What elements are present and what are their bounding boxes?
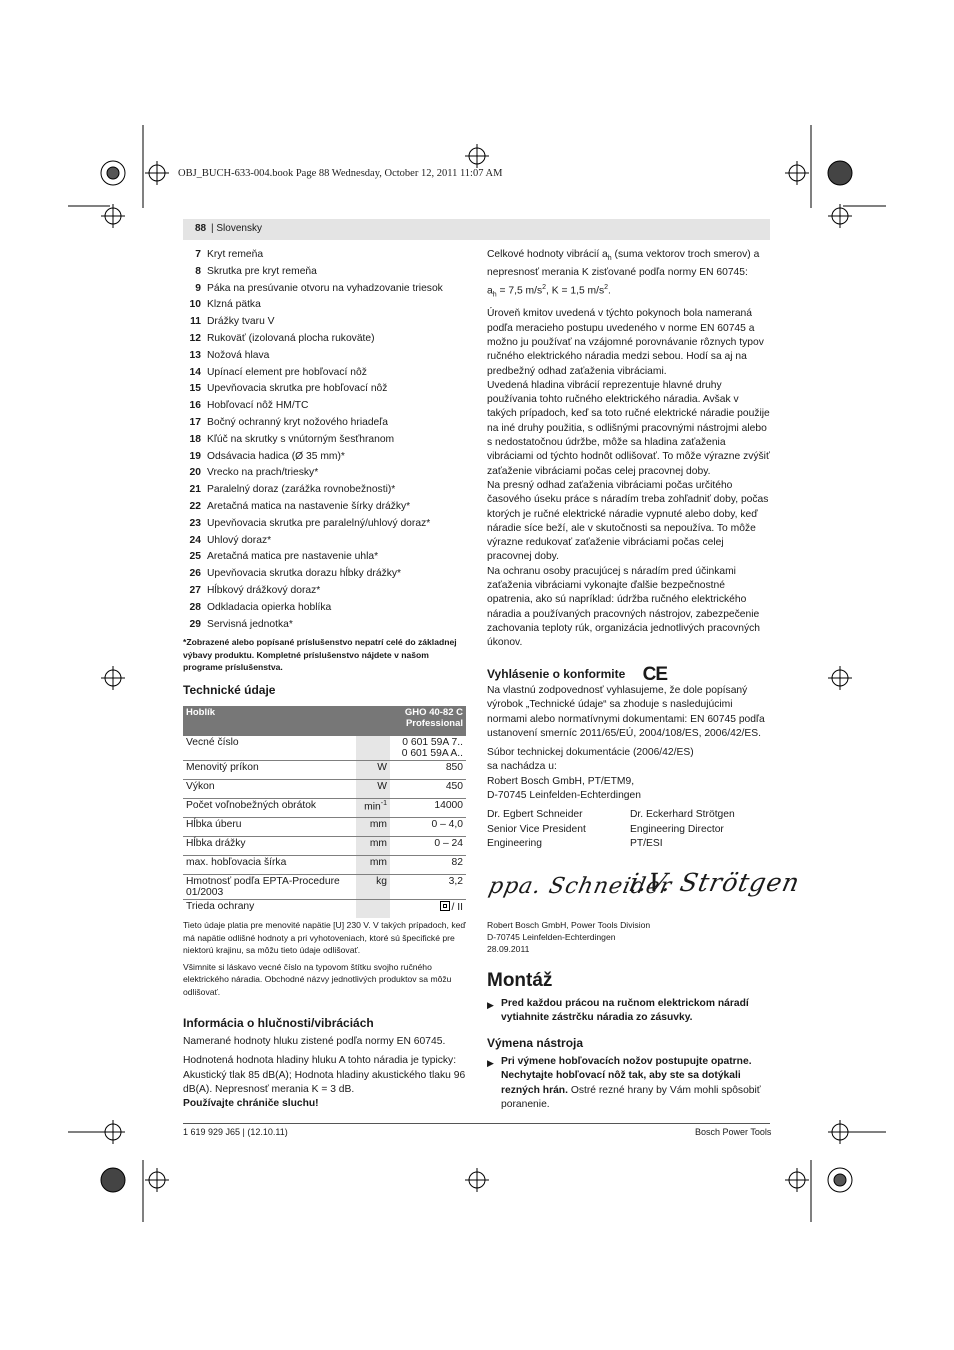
- part-label: Rukoväť (izolovaná plocha rukoväte): [207, 332, 375, 344]
- tech-note-article: Všimnite si láskavo vecné číslo na typovom štítku svojho ručného elektrického náradia. Obchodné názvy jednotlivých produktov sa môžu odlišovať.: [183, 961, 452, 997]
- tech-table: [183, 706, 466, 999]
- tech-table-row: [183, 799, 466, 818]
- tech-row-label: max. hobľovacia šírka: [183, 856, 356, 875]
- noise-text: [183, 1035, 466, 1111]
- tech-row-value: 3,2: [390, 875, 466, 900]
- tech-table-row: [183, 875, 466, 900]
- parts-list-item: [183, 466, 466, 483]
- parts-list-item: [183, 618, 466, 635]
- part-number: 23: [189, 517, 201, 529]
- tech-table-row: [183, 856, 466, 875]
- part-label: Upínací element pre hobľovací nôž: [207, 366, 367, 378]
- noise-p1: Namerané hodnoty hluku zistené podľa normy EN 60745.: [183, 1036, 446, 1047]
- part-label: Páka na presúvanie otvoru na vyhadzovanie triesok: [207, 282, 443, 294]
- tech-row-label: Menovitý príkon: [183, 761, 356, 780]
- part-number: 27: [189, 584, 201, 596]
- tech-row-unit: mm: [356, 818, 390, 837]
- montaz-heading: Montáž: [487, 970, 553, 991]
- part-label: Upevňovacia skrutka pre paralelný/uhlový doraz*: [207, 517, 431, 529]
- page-header: [183, 219, 770, 240]
- tech-table-row: [183, 761, 466, 780]
- tech-row-value: / II: [390, 900, 466, 919]
- signatory-2: Dr. Eckerhard Strötgen Engineering Director PT/ESI: [630, 809, 735, 849]
- tech-table-row: [183, 837, 466, 856]
- tech-row-unit: [356, 736, 390, 761]
- tech-row-unit: W: [356, 761, 390, 780]
- tech-heading: Technické údaje: [183, 683, 276, 697]
- tech-row-value: 0 601 59A 7.. 0 601 59A A..: [390, 736, 466, 761]
- part-label: Odsávacia hadica (Ø 35 mm)*: [207, 450, 345, 462]
- parts-list: [183, 248, 466, 634]
- parts-list-item: [183, 349, 466, 366]
- tech-row-value: 82: [390, 856, 466, 875]
- tool-change-heading: Výmena nástroja: [487, 1036, 584, 1050]
- parts-list-item: [183, 584, 466, 601]
- part-label: Vrecko na prach/triesky*: [207, 467, 319, 479]
- vibration-text: [487, 248, 770, 651]
- tech-col-model: GHO 40-82 C Professional: [356, 706, 466, 736]
- part-label: Upevňovacia skrutka dorazu hĺbky drážky*: [207, 568, 402, 580]
- parts-list-item: [183, 567, 466, 584]
- parts-list-item: [183, 500, 466, 517]
- part-label: Odkladacia opierka hoblíka: [207, 601, 332, 613]
- part-label: Hĺbkový drážkový doraz*: [207, 584, 321, 596]
- part-number: 18: [189, 433, 201, 445]
- part-label: Drážky tvaru V: [207, 316, 275, 328]
- tech-table-row: [183, 780, 466, 799]
- vibration-p5: Na ochranu osoby pracujúcej s náradím pred účinkami zaťaženia vibráciami vykonajte ďalšie bezpečnostné opatrenia, ako sú napríklad: údržba ručného elektrického náradia a používaných pracovných nástrojov, zabezpečenie zachovania teploty rúk, organizácia jednotlivých pracovných úkonov.: [487, 565, 761, 649]
- tech-row-label: Hĺbka drážky: [183, 837, 356, 856]
- page-number: 88: [195, 223, 207, 234]
- part-number: 20: [189, 467, 201, 479]
- tech-table-row: [183, 900, 466, 919]
- parts-list-item: [183, 265, 466, 282]
- tech-row-value: 14000: [390, 799, 466, 818]
- parts-list-item: [183, 248, 466, 265]
- part-number: 16: [189, 400, 201, 412]
- parts-list-item: [183, 483, 466, 500]
- parts-list-item: [183, 282, 466, 299]
- tech-col-product: Hoblík: [183, 706, 356, 736]
- conformity-text: [487, 684, 770, 851]
- parts-list-item: [183, 332, 466, 349]
- noise-heading: Informácia o hlučnosti/vibráciách: [183, 1016, 374, 1030]
- conformity-p1: Na vlastnú zodpovednosť vyhlasujeme, že dole popísaný výrobok „Technické údaje“ sa zhoduje s nasledujúcimi normami alebo normatívnymi dokumentami: EN 60745 podľa ustanovení smerníc 2011/65/EÚ, 2004/108/ES, 2006/42/ES.: [487, 685, 765, 739]
- tech-row-label: Hĺbka úberu: [183, 818, 356, 837]
- tech-row-value: 0 – 4,0: [390, 818, 466, 837]
- part-label: Aretačná matica na nastavenie šírky drážky*: [207, 500, 411, 512]
- parts-list-item: [183, 534, 466, 551]
- tech-row-unit: mm: [356, 837, 390, 856]
- part-number: 25: [189, 551, 201, 563]
- arrow-bullet-icon: ▶: [487, 1058, 494, 1068]
- tech-row-label: Vecné číslo: [183, 736, 356, 761]
- part-number: 12: [189, 332, 201, 344]
- parts-list-item: [183, 416, 466, 433]
- montaz-warning-1: ▶ Pred každou prácou na ručnom elektrickom náradí vytiahnite zástrčku náradia zo zásuvky.: [487, 997, 770, 1026]
- vibration-p1: Celkové hodnoty vibrácií $a_h$ (suma vektorov troch smerov) a nepresnosť merania K zisťované podľa normy EN 60745: $a_h = 7,5$ $m/s^2$, K = 1,5 $m/s^2$.: [487, 249, 760, 299]
- part-number: 17: [189, 416, 201, 428]
- section-name: | Slovensky: [211, 223, 262, 234]
- parts-list-item: [183, 550, 466, 567]
- tech-note-voltage: Tieto údaje platia pre menovité napätie [U] 230 V. V takých prípadoch, keď má napätie odlišné hodnoty a pri vyhotoveniach, ktoré sú špecifické pre niektorú krajinu, sa môžu tieto údaje odlišovať.: [183, 920, 466, 956]
- tech-row-label: Výkon: [183, 780, 356, 799]
- arrow-bullet-icon: ▶: [487, 1000, 494, 1010]
- part-number: 28: [189, 601, 201, 613]
- part-label: Upevňovacia skrutka pre hobľovací nôž: [207, 383, 388, 395]
- part-number: 10: [189, 299, 201, 311]
- tech-row-unit: mm: [356, 856, 390, 875]
- tech-row-unit: kg: [356, 875, 390, 900]
- part-number: 14: [189, 366, 201, 378]
- tech-row-unit: $\min^{-1}$: [356, 799, 390, 818]
- parts-list-item: [183, 433, 466, 450]
- part-label: Uhlový doraz*: [207, 534, 272, 546]
- part-label: Aretačná matica pre nastavenie uhla*: [207, 551, 379, 563]
- part-label: Nožová hlava: [207, 349, 270, 361]
- part-number: 29: [189, 618, 201, 630]
- tech-row-label: Hmotnosť podľa EPTA-Procedure 01/2003: [183, 875, 356, 900]
- ce-mark-icon: CE: [642, 664, 668, 685]
- print-slug: OBJ_BUCH-633-004.book Page 88 Wednesday, October 12, 2011 11:07 AM: [178, 168, 503, 179]
- montaz-warning-2: ▶ Pri výmene hobľovacích nožov postupujte opatrne. Nechytajte hobľovací nôž tak, aby ste sa dotýkali rezných hrán. Ostré rezné hrany by Vám mohli spôsobiť poranenie.: [487, 1055, 770, 1112]
- tech-table-header: [183, 706, 466, 736]
- part-number: 13: [189, 349, 201, 361]
- part-number: 22: [189, 500, 201, 512]
- part-number: 26: [189, 568, 201, 580]
- accessory-note: *Zobrazené alebo popísané príslušenstvo nepatrí celé do základnej výbavy produktu. Kompletné príslušenstvo nájdete v našom programe príslušenstva.: [183, 637, 457, 672]
- vibration-p2: Úroveň kmitov uvedená v týchto pokynoch bola nameraná podľa meracieho postupu uvedeného v norme EN 60745 a možno ju používať na vzájomné porovnávanie rôznych typov ručného elektrického náradia medzi sebou. Hodí sa aj na predbežný odhad zaťaženia vibráciami.: [487, 308, 764, 377]
- double-insulation-icon: [440, 901, 450, 911]
- part-label: Hobľovací nôž HM/TC: [207, 400, 309, 412]
- noise-p2: Hodnotená hodnota hladiny hluku A tohto náradia je typicky: Akustický tlak 85 dB(A); Hodnota hladiny akustického tlaku 96 dB(A). Nepresnosť merania K = 3 dB.: [183, 1055, 466, 1095]
- parts-list-item: [183, 382, 466, 399]
- part-label: Kľúč na skrutky s vnútorným šesťhranom: [207, 433, 395, 445]
- company-address: Robert Bosch GmbH, Power Tools Division D-70745 Leinfelden-Echterdingen 28.09.2011: [487, 920, 651, 954]
- part-label: Klzná pätka: [207, 299, 261, 311]
- part-label: Paralelný doraz (zarážka rovnobežnosti)*: [207, 484, 396, 496]
- footer-doc-number: 1 619 929 J65 | (12.10.11): [183, 1127, 288, 1137]
- tech-table-row: [183, 736, 466, 761]
- tech-row-unit: W: [356, 780, 390, 799]
- part-number: 24: [189, 534, 201, 546]
- conformity-heading: Vyhlásenie o konformite CE: [487, 664, 668, 685]
- footer-rule: [183, 1123, 770, 1124]
- parts-list-item: [183, 517, 466, 534]
- parts-list-item: [183, 450, 466, 467]
- part-number: 11: [190, 316, 201, 328]
- part-label: Skrutka pre kryt remeňa: [207, 265, 317, 277]
- vibration-p4: Na presný odhad zaťaženia vibráciami počas určitého časového úseku práce s náradím treba zohľadniť doby, počas ktorých je ručné elektrické náradie vypnuté alebo doby, keď náradie síce beží, ale v skutočnosti sa nepoužíva. To môže výrazne redukovať zaťaženie vibráciami počas celej pracovnej doby.: [487, 479, 769, 563]
- tech-row-value: 450: [390, 780, 466, 799]
- parts-list-item: [183, 315, 466, 332]
- part-label: Kryt remeňa: [207, 249, 264, 260]
- parts-list-item: [183, 366, 466, 383]
- part-number: 8: [195, 265, 201, 277]
- part-number: 7: [195, 249, 201, 260]
- signature-2: i.V. Strötgen: [626, 868, 803, 897]
- part-number: 9: [195, 282, 201, 294]
- noise-p3: Používajte chrániče sluchu!: [183, 1098, 319, 1110]
- part-label: Bočný ochranný kryt nožového hriadeľa: [207, 416, 389, 428]
- part-label: Servisná jednotka*: [207, 618, 293, 630]
- parts-list-item: [183, 298, 466, 315]
- signatories: [487, 808, 770, 851]
- tech-row-unit: [356, 900, 390, 919]
- conformity-p2: Súbor technickej dokumentácie (2006/42/ES) sa nachádza u: Robert Bosch GmbH, PT/ETM9, D-70745 Leinfelden-Echterdingen: [487, 747, 694, 802]
- signatory-1: Dr. Egbert Schneider Senior Vice President Engineering: [487, 809, 586, 849]
- tech-row-label: Počet voľnobežných obrátok: [183, 799, 356, 818]
- part-number: 19: [189, 450, 201, 462]
- vibration-p3: Uvedená hladina vibrácií reprezentuje hlavné druhy používania tohto ručného elektrického náradia. Avšak v takých prípadoch, keď sa toto ručné elektrické náradie použije na iné druhy použitia, s odlišnými pracovnými nástrojmi alebo s nedostatočnou údržbe, môže sa hladina zaťaženia vibráciami od týchto hodnôt odlišovať. To môže výrazne zvýšiť zaťaženie vibráciami počas celej pracovnej doby.: [487, 379, 770, 477]
- tech-row-label: Trieda ochrany: [186, 901, 255, 912]
- parts-list-item: [183, 399, 466, 416]
- tech-row-value: 850: [390, 761, 466, 780]
- parts-list-item: [183, 601, 466, 618]
- part-number: 15: [189, 383, 201, 395]
- tech-row-value: 0 – 24: [390, 837, 466, 856]
- footer-brand: Bosch Power Tools: [695, 1127, 772, 1137]
- part-number: 21: [189, 484, 201, 496]
- signature-1: ppa. Schneider: [486, 874, 675, 899]
- tech-table-row: [183, 818, 466, 837]
